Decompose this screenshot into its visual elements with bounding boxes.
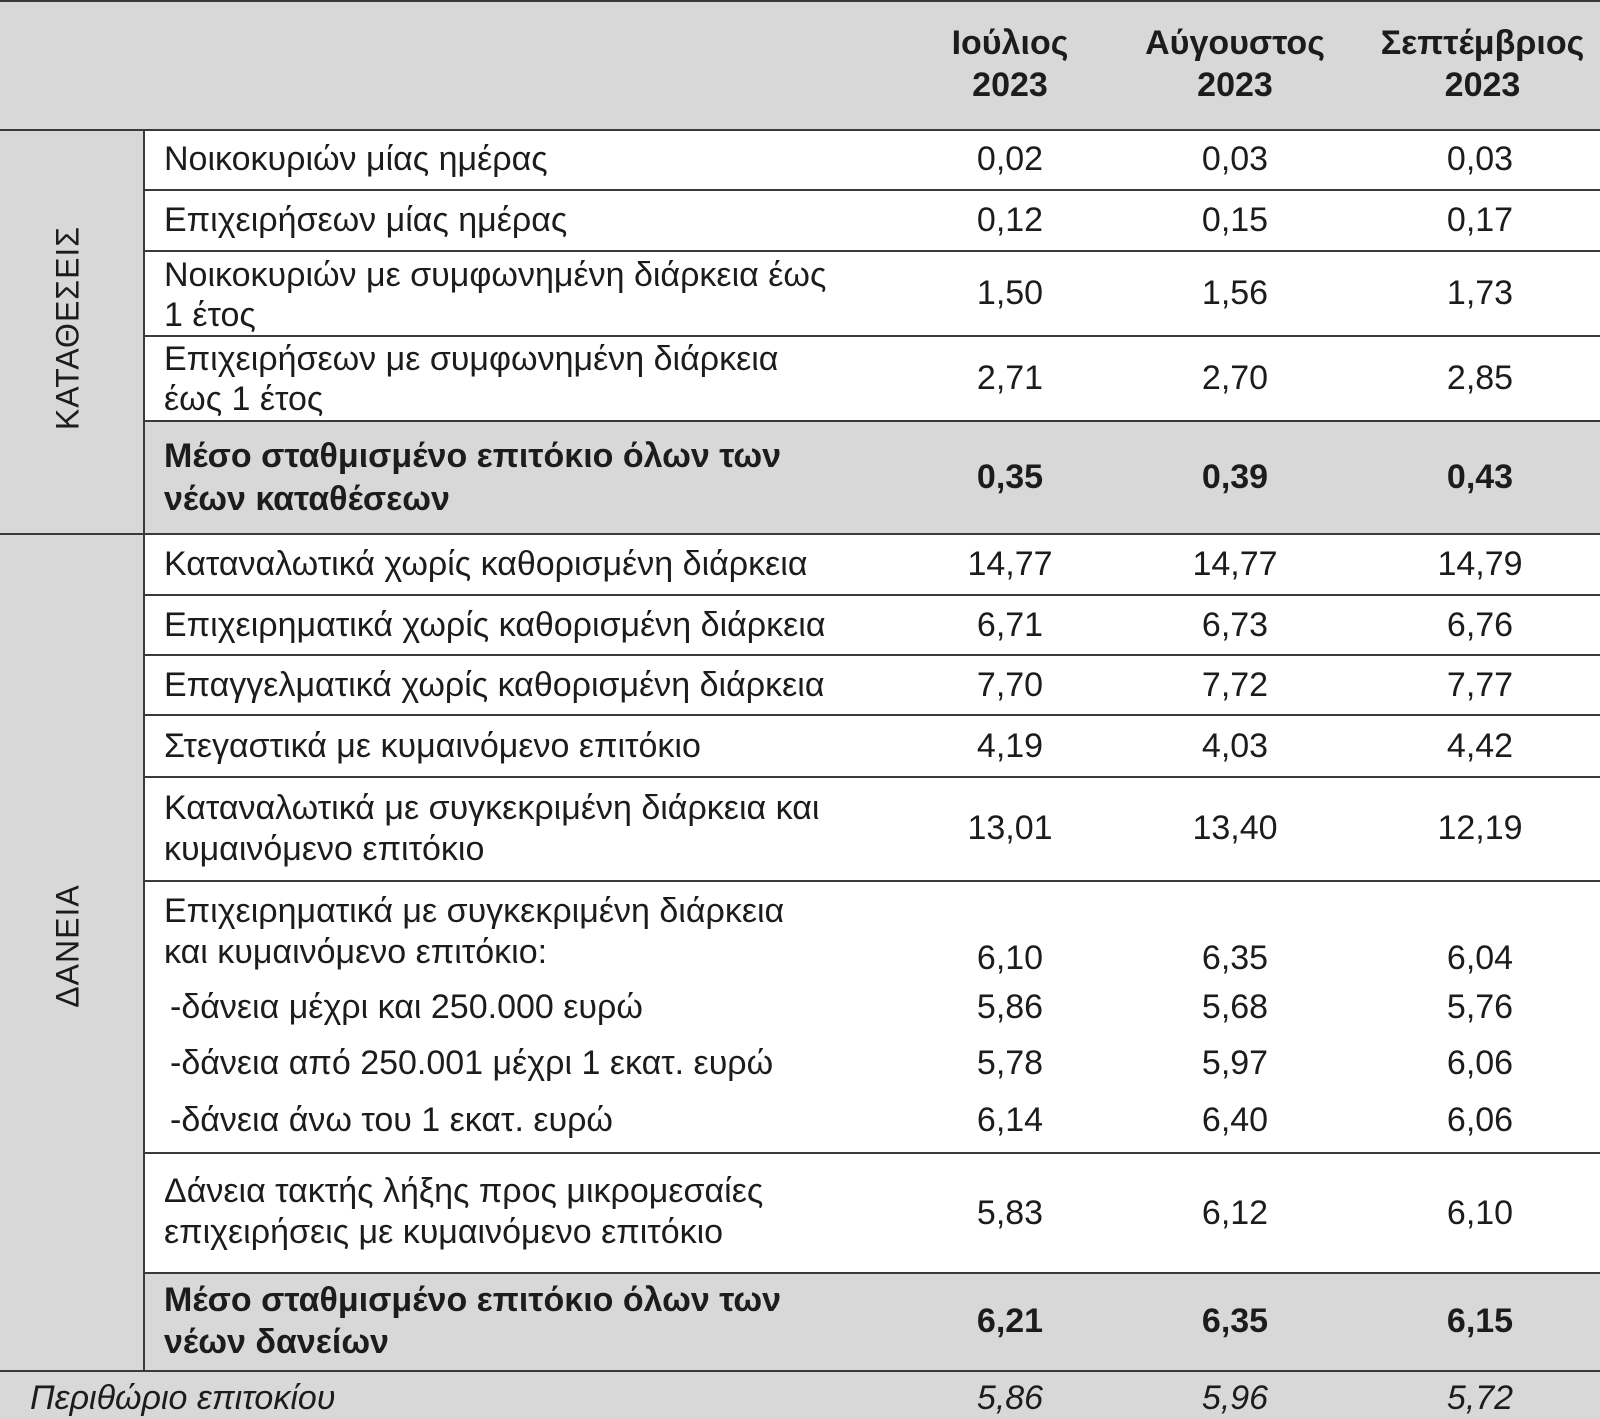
row-label: Επιχειρήσεων με συμφωνημένη διάρκεια: [164, 340, 779, 378]
value-september: 6,15: [1446, 1302, 1514, 1340]
row-label: Στεγαστικά με κυμαινόμενο επιτόκιο: [164, 727, 701, 765]
value-august: 5,68: [1201, 988, 1269, 1026]
column-header-july: [910, 22, 1110, 106]
value-august: 14,77: [1192, 545, 1278, 583]
row-label: Καταναλωτικά με συγκεκριμένη διάρκεια και: [164, 789, 820, 827]
row-label: Νοικοκυριών μίας ημέρας: [164, 140, 548, 178]
row-label: Νοικοκυριών με συμφωνημένη διάρκεια έως: [164, 256, 827, 294]
value-july: 5,83: [976, 1194, 1044, 1232]
value-september: 5,76: [1446, 988, 1514, 1026]
value-july: 5,86: [976, 988, 1044, 1026]
divider: [144, 880, 1600, 882]
value-july: 0,12: [976, 201, 1044, 239]
divider: [144, 189, 1600, 191]
value-july: 14,77: [967, 545, 1053, 583]
row-label: Επιχειρήσεων μίας ημέρας: [164, 201, 568, 239]
value-july: 6,14: [976, 1101, 1044, 1139]
value-july: 2,71: [976, 359, 1044, 397]
column-header-month: Ιούλιος: [951, 24, 1069, 62]
row-label-continued: νέων δανείων: [164, 1323, 389, 1361]
row-label: Μέσο σταθμισμένο επιτόκιο όλων των: [164, 437, 782, 475]
column-header-year: 2023: [1197, 66, 1273, 104]
value-september: 0,03: [1446, 140, 1514, 178]
value-august: 6,35: [1201, 1302, 1269, 1340]
value-july: 1,50: [976, 274, 1044, 312]
divider: [144, 654, 1600, 656]
value-september: 14,79: [1437, 545, 1523, 583]
value-september: 2,85: [1446, 359, 1514, 397]
value-august: 5,97: [1201, 1044, 1269, 1082]
value-august: 6,12: [1201, 1194, 1269, 1232]
value-july: 6,71: [976, 606, 1044, 644]
group-label-deposits: ΚΑΤΑΘΕΣΕΙΣ: [49, 225, 86, 431]
value-august: 4,03: [1201, 727, 1269, 765]
row-label-continued: νέων καταθέσεων: [164, 480, 450, 518]
value-august: 7,72: [1201, 666, 1269, 704]
divider: [144, 594, 1600, 596]
value-july: 13,01: [967, 809, 1053, 847]
column-header-year: 2023: [1444, 66, 1521, 104]
subrow-label: -δάνεια από 250.001 μέχρι 1 εκατ. ευρώ: [170, 1044, 774, 1082]
value-september: 6,04: [1446, 939, 1514, 977]
value-september: 0,43: [1446, 458, 1514, 496]
value-september: 0,17: [1446, 201, 1514, 239]
row-label-continued: επιχειρήσεις με κυμαινόμενο επιτόκιο: [164, 1213, 724, 1251]
row-label: Επιχειρηματικά χωρίς καθορισμένη διάρκεια: [164, 606, 826, 644]
value-august: 0,39: [1201, 458, 1269, 496]
row-label-continued: έως 1 έτος: [164, 380, 324, 418]
value-july: 0,02: [976, 140, 1044, 178]
divider: [144, 1152, 1600, 1154]
divider: [144, 776, 1600, 778]
value-august: 0,03: [1201, 140, 1269, 178]
divider: [0, 0, 1600, 2]
divider: [0, 533, 1600, 535]
column-header-august: [1125, 22, 1345, 106]
row-label-continued: κυμαινόμενο επιτόκιο: [164, 830, 485, 868]
row-label: Δάνεια τακτής λήξης προς μικρομεσαίες: [164, 1172, 764, 1210]
column-header-september: [1365, 22, 1600, 106]
row-label-continued: και κυμαινόμενο επιτόκιο:: [164, 933, 548, 971]
value-august: 6,40: [1201, 1101, 1269, 1139]
value-september: 6,06: [1446, 1101, 1514, 1139]
row-label: Μέσο σταθμισμένο επιτόκιο όλων των: [164, 1281, 782, 1319]
value-september: 6,06: [1446, 1044, 1514, 1082]
value-september: 7,77: [1446, 666, 1514, 704]
row-label: Καταναλωτικά χωρίς καθορισμένη διάρκεια: [164, 545, 808, 583]
value-september: 1,73: [1446, 274, 1514, 312]
value-august: 2,70: [1201, 359, 1269, 397]
subrow-label: -δάνεια άνω του 1 εκατ. ευρώ: [170, 1101, 613, 1139]
value-september: 4,42: [1446, 727, 1514, 765]
column-divider: [143, 129, 145, 1372]
value-july: 6,21: [976, 1302, 1044, 1340]
value-august: 13,40: [1192, 809, 1278, 847]
row-label-continued: 1 έτος: [164, 296, 256, 334]
row-label: Επαγγελματικά χωρίς καθορισμένη διάρκεια: [164, 666, 825, 704]
value-july: 6,10: [976, 939, 1044, 977]
column-header-month: Αύγουστος: [1145, 24, 1325, 62]
divider: [144, 1272, 1600, 1274]
column-header-year: 2023: [972, 66, 1048, 104]
value-july: 7,70: [976, 666, 1044, 704]
value-september: 6,76: [1446, 606, 1514, 644]
value-august: 1,56: [1201, 274, 1269, 312]
value-july: 5,86: [976, 1379, 1044, 1417]
divider: [144, 335, 1600, 337]
group-label-loans: ΔΑΝΕΙΑ: [49, 884, 86, 1008]
row-label: Επιχειρηματικά με συγκεκριμένη διάρκεια: [164, 892, 785, 930]
row-label: Περιθώριο επιτοκίου: [30, 1379, 336, 1417]
value-september: 6,10: [1446, 1194, 1514, 1232]
value-july: 5,78: [976, 1044, 1044, 1082]
column-header-month: Σεπτέμβριος: [1380, 24, 1585, 62]
value-august: 6,73: [1201, 606, 1269, 644]
value-july: 4,19: [976, 727, 1044, 765]
subrow-label: -δάνεια μέχρι και 250.000 ευρώ: [170, 988, 643, 1026]
value-august: 0,15: [1201, 201, 1269, 239]
divider: [144, 420, 1600, 422]
value-september: 12,19: [1437, 809, 1523, 847]
divider: [0, 129, 1600, 131]
divider: [144, 250, 1600, 252]
value-september: 5,72: [1446, 1379, 1514, 1417]
value-august: 5,96: [1201, 1379, 1269, 1417]
value-july: 0,35: [976, 458, 1044, 496]
divider: [144, 714, 1600, 716]
divider: [0, 1370, 1600, 1372]
value-august: 6,35: [1201, 939, 1269, 977]
